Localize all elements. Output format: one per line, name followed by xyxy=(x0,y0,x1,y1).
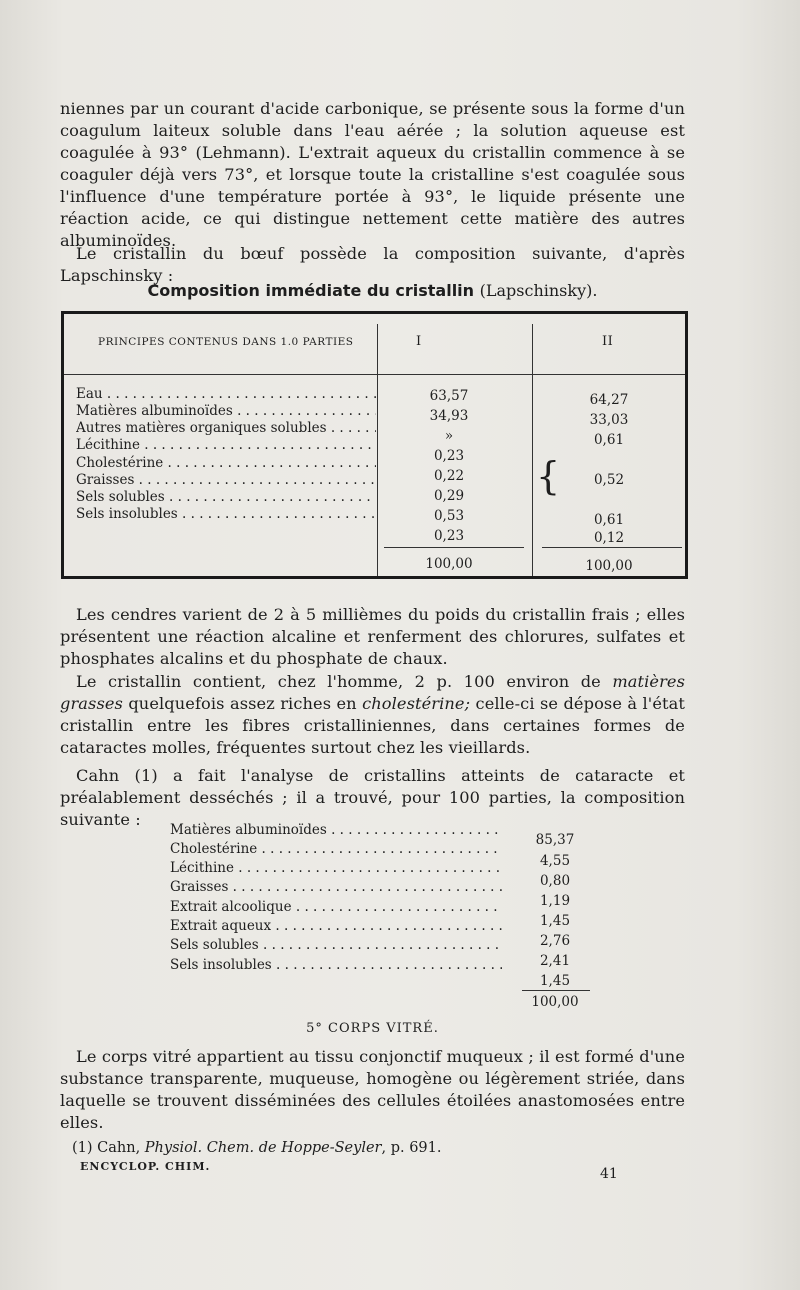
table-cell-col2: 0,52 xyxy=(593,472,625,488)
table-cell-col1: 0,23 xyxy=(433,448,465,464)
list-item-value: 2,41 xyxy=(539,953,571,969)
list-item-label: Sels insolubles . . . xyxy=(170,957,502,973)
table-cell-col1: 34,93 xyxy=(429,408,469,424)
list-item-value: 1,45 xyxy=(539,913,571,929)
list-item-label: Matières albuminoïdes . . . xyxy=(170,822,502,838)
list-item-label: Lécithine . . . xyxy=(170,860,502,876)
table-cell-col2: 0,61 xyxy=(593,432,625,448)
table-cell-col2: 64,27 xyxy=(589,392,629,408)
footer-signature: ENCYCLOP. CHIM. xyxy=(80,1160,211,1173)
table-cell-col2: 33,03 xyxy=(589,412,629,428)
composition-table xyxy=(61,311,688,579)
table-caption xyxy=(60,281,685,300)
paragraph-corps-vitre: Le corps vitré appartient au tissu conjonctif muqueux ; il est formé d'une substance transparente, muqueuse, homogène ou légèrement striée, dans laquelle se trouvent disséminées des cellules étoilées anastomosées entre elles. xyxy=(60,1047,685,1132)
table-cell-col1: 0,53 xyxy=(433,508,465,524)
italic-term: matières grasses xyxy=(60,672,685,713)
list-item-label: Cholestérine . . . xyxy=(170,841,502,857)
table-row-label: Graisses . . . xyxy=(76,472,376,488)
page-number: 41 xyxy=(600,1166,618,1182)
paragraph-cendres: Les cendres varient de 2 à 5 millièmes du poids du cristallin frais ; elles présentent une réaction alcaline et renferment des chlorures, sulfates et phosphates alcalins et du phosphate de chaux. xyxy=(60,605,685,668)
list-item-label: Graisses . . . xyxy=(170,879,502,895)
table-cell-col1: 0,22 xyxy=(433,468,465,484)
italic-term: cholestérine; xyxy=(362,694,471,713)
table-cell-col2: 0,12 xyxy=(593,530,625,546)
list-item-value: 1,19 xyxy=(539,893,571,909)
table-divider-2 xyxy=(532,324,533,576)
table-row-label: Autres matières organiques solubles . . . xyxy=(76,420,376,436)
table-cell-col1: 63,57 xyxy=(429,388,469,404)
table-header-col2: II xyxy=(602,334,614,349)
table-row-label: Sels solubles . . . xyxy=(76,489,376,505)
table-divider-1 xyxy=(377,324,378,576)
list-item-label: Sels solubles . . . xyxy=(170,937,502,953)
table-caption-author: (Lapschinsky). xyxy=(479,281,598,300)
paragraph-cristalline: niennes par un courant d'acide carbonique, se présente sous la forme d'un coagulum laiteux soluble dans l'eau aérée ; la solution aqueuse est coagulée à 93° (Lehmann). L'extrait aqueux du cristallin commence à se coaguler déjà vers 73°, et lorsque toute la cristalline s'est coagulée sous l'influence d'une température portée à 93°, le liquide présente une réaction acide, ce qui distingue nettement cette matière des autres albuminoïdes. xyxy=(60,99,685,250)
table-header-col1: I xyxy=(416,334,422,349)
table-row-label: Eau . . . xyxy=(76,386,376,402)
section-title: 5° CORPS VITRÉ. xyxy=(306,1021,439,1036)
table-caption-title: Composition immédiate du cristallin xyxy=(147,281,475,300)
table-header-rule xyxy=(64,374,685,375)
paragraph-lapschinsky-intro: Le cristallin du bœuf possède la composition suivante, d'après Lapschinsky : xyxy=(60,244,685,285)
sum-rule-col1 xyxy=(384,547,524,548)
table-row-label: Matières albuminoïdes . . . xyxy=(76,403,376,419)
paragraph-matieres-grasses: Le cristallin contient, chez l'homme, 2 p. 100 environ de matières grasses quelquefois assez riches en cholestérine; celle-ci se dépose à l'état cristallin entre les fibres cristalliniennes, dans certaines formes de cataractes molles, fréquentes surtout chez les vieillards. xyxy=(60,672,685,757)
table-total-col1: 100,00 xyxy=(425,556,473,572)
list-item-value: 4,55 xyxy=(539,853,571,869)
table-cell-col1: 0,29 xyxy=(433,488,465,504)
table-cell-col1: » xyxy=(444,428,454,444)
list-item-value: 2,76 xyxy=(539,933,571,949)
list-sum-rule xyxy=(522,990,590,991)
table-total-col2: 100,00 xyxy=(585,558,633,574)
list-item-value: 85,37 xyxy=(535,832,575,848)
footnote: (1) Cahn, Physiol. Chem. de Hoppe-Seyler, p. 691. xyxy=(72,1140,442,1156)
grouping-brace: { xyxy=(536,454,561,498)
list-item-value: 0,80 xyxy=(539,873,571,889)
table-header-label: PRINCIPES CONTENUS DANS 1.0 PARTIES xyxy=(98,336,354,348)
list-item-label: Extrait alcoolique . . . xyxy=(170,899,502,915)
table-row-label: Cholestérine . . . xyxy=(76,455,376,471)
list-total: 100,00 xyxy=(531,994,579,1010)
list-item-label: Extrait aqueux . . . xyxy=(170,918,502,934)
list-item-value: 1,45 xyxy=(539,973,571,989)
sum-rule-col2 xyxy=(542,547,682,548)
table-cell-col1: 0,23 xyxy=(433,528,465,544)
table-row-label: Lécithine . . . xyxy=(76,437,376,453)
paragraph-cahn: Cahn (1) a fait l'analyse de cristallins atteints de cataracte et préalablement desséchés ; il a trouvé, pour 100 parties, la composition suivante : xyxy=(60,766,685,829)
table-cell-col2: 0,61 xyxy=(593,512,625,528)
table-row-label: Sels insolubles . . . xyxy=(76,506,376,522)
